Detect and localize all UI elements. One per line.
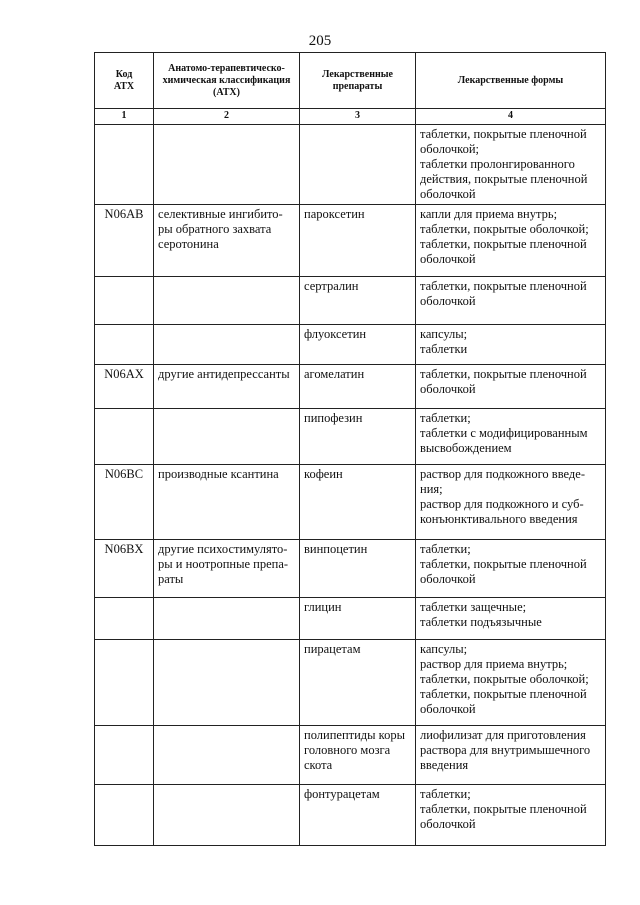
drug-cell: кофеин xyxy=(300,465,416,540)
table-row xyxy=(95,325,606,365)
drug-cell: агомелатин xyxy=(300,365,416,409)
form-item: таблетки xyxy=(420,342,468,356)
atx-class-cell xyxy=(154,409,300,465)
form-item: таблетки; xyxy=(420,411,471,425)
column-number: 4 xyxy=(416,109,606,125)
table-row xyxy=(95,277,606,325)
form-item: таблетки подъязычные xyxy=(420,615,542,629)
drug-cell: глицин xyxy=(300,598,416,640)
atx-class-cell xyxy=(154,125,300,205)
atx-class-cell: селективные ингибито-ры обратного захвата серотонина xyxy=(154,205,300,277)
page-number: 205 xyxy=(308,33,332,49)
drug-cell xyxy=(300,125,416,205)
forms-cell xyxy=(416,726,606,785)
atx-code-cell: N06AX xyxy=(95,365,154,409)
atx-class-cell xyxy=(154,325,300,365)
drug-cell: пароксетин xyxy=(300,205,416,277)
column-header: Лекарственные препараты xyxy=(300,53,416,109)
form-item: раствор для подкожного и суб-конъюнктивального введения xyxy=(420,497,584,526)
header-row xyxy=(95,53,606,109)
column-number: 3 xyxy=(300,109,416,125)
form-item: таблетки; xyxy=(420,787,471,801)
column-header: Анатомо-терапевтическо- химическая классификация (АТХ) xyxy=(154,53,300,109)
atx-code-cell xyxy=(95,409,154,465)
atx-class-cell xyxy=(154,785,300,846)
form-item: капсулы; xyxy=(420,327,468,341)
forms-cell xyxy=(416,409,606,465)
atx-class-cell xyxy=(154,277,300,325)
column-header: Лекарственные формы xyxy=(416,53,606,109)
atx-table xyxy=(94,52,606,846)
form-item: таблетки, покрытые оболочкой; xyxy=(420,222,589,236)
table-row xyxy=(95,726,606,785)
forms-cell xyxy=(416,125,606,205)
column-number: 1 xyxy=(95,109,154,125)
forms-cell xyxy=(416,365,606,409)
table-row xyxy=(95,540,606,598)
table-row xyxy=(95,365,606,409)
atx-class-cell: производные ксантина xyxy=(154,465,300,540)
form-item: капсулы; xyxy=(420,642,468,656)
atx-code-cell xyxy=(95,325,154,365)
drug-cell: сертралин xyxy=(300,277,416,325)
atx-code-cell xyxy=(95,785,154,846)
form-item: таблетки, покрытые оболочкой; xyxy=(420,672,589,686)
table-row xyxy=(95,125,606,205)
drug-cell: полипептиды коры головного мозга скота xyxy=(300,726,416,785)
forms-cell xyxy=(416,640,606,726)
form-item: таблетки защечные; xyxy=(420,600,527,614)
atx-class-cell xyxy=(154,726,300,785)
drug-cell: пипофезин xyxy=(300,409,416,465)
table-row xyxy=(95,640,606,726)
form-item: таблетки; xyxy=(420,542,471,556)
form-item: капли для приема внутрь; xyxy=(420,207,558,221)
drug-cell: фонтурацетам xyxy=(300,785,416,846)
atx-code-cell xyxy=(95,125,154,205)
atx-code-cell: N06BC xyxy=(95,465,154,540)
form-item: таблетки, покрытые пленочной оболочкой xyxy=(420,802,587,831)
forms-cell xyxy=(416,540,606,598)
atx-code-cell: N06AB xyxy=(95,205,154,277)
atx-class-cell xyxy=(154,598,300,640)
drug-cell: флуоксетин xyxy=(300,325,416,365)
forms-cell xyxy=(416,205,606,277)
form-item: раствор для приема внутрь; xyxy=(420,657,568,671)
forms-cell xyxy=(416,598,606,640)
drug-cell: пирацетам xyxy=(300,640,416,726)
table-row xyxy=(95,205,606,277)
atx-code-cell: N06BX xyxy=(95,540,154,598)
column-header: Код АТХ xyxy=(95,53,154,109)
atx-class-cell xyxy=(154,640,300,726)
form-item: таблетки с модифицированным высвобождением xyxy=(420,426,588,455)
form-item: таблетки, покрытые пленочной оболочкой xyxy=(420,279,587,308)
form-item: таблетки, покрытые пленочной оболочкой xyxy=(420,367,587,396)
form-item: таблетки пролонгированного действия, покрытые пленочной оболочкой xyxy=(420,157,588,201)
form-item: таблетки, покрытые пленочной оболочкой xyxy=(420,687,587,716)
column-number-row xyxy=(95,109,606,125)
form-item: таблетки, покрытые пленочной оболочкой xyxy=(420,557,587,586)
atx-code-cell xyxy=(95,277,154,325)
forms-cell xyxy=(416,277,606,325)
table-row xyxy=(95,598,606,640)
atx-code-cell xyxy=(95,726,154,785)
atx-code-cell xyxy=(95,640,154,726)
table-row xyxy=(95,465,606,540)
form-item: лиофилизат для приготовления раствора для внутримышечного введения xyxy=(420,728,591,772)
form-item: раствор для подкожного введе-ния; xyxy=(420,467,585,496)
forms-cell xyxy=(416,465,606,540)
forms-cell xyxy=(416,785,606,846)
table-row xyxy=(95,409,606,465)
atx-class-cell: другие антидепрессанты xyxy=(154,365,300,409)
drug-cell: винпоцетин xyxy=(300,540,416,598)
atx-code-cell xyxy=(95,598,154,640)
form-item: таблетки, покрытые пленочной оболочкой; xyxy=(420,127,587,156)
form-item: таблетки, покрытые пленочной оболочкой xyxy=(420,237,587,266)
forms-cell xyxy=(416,325,606,365)
column-number: 2 xyxy=(154,109,300,125)
table-row xyxy=(95,785,606,846)
atx-class-cell: другие психостимулято-ры и ноотропные препа-раты xyxy=(154,540,300,598)
